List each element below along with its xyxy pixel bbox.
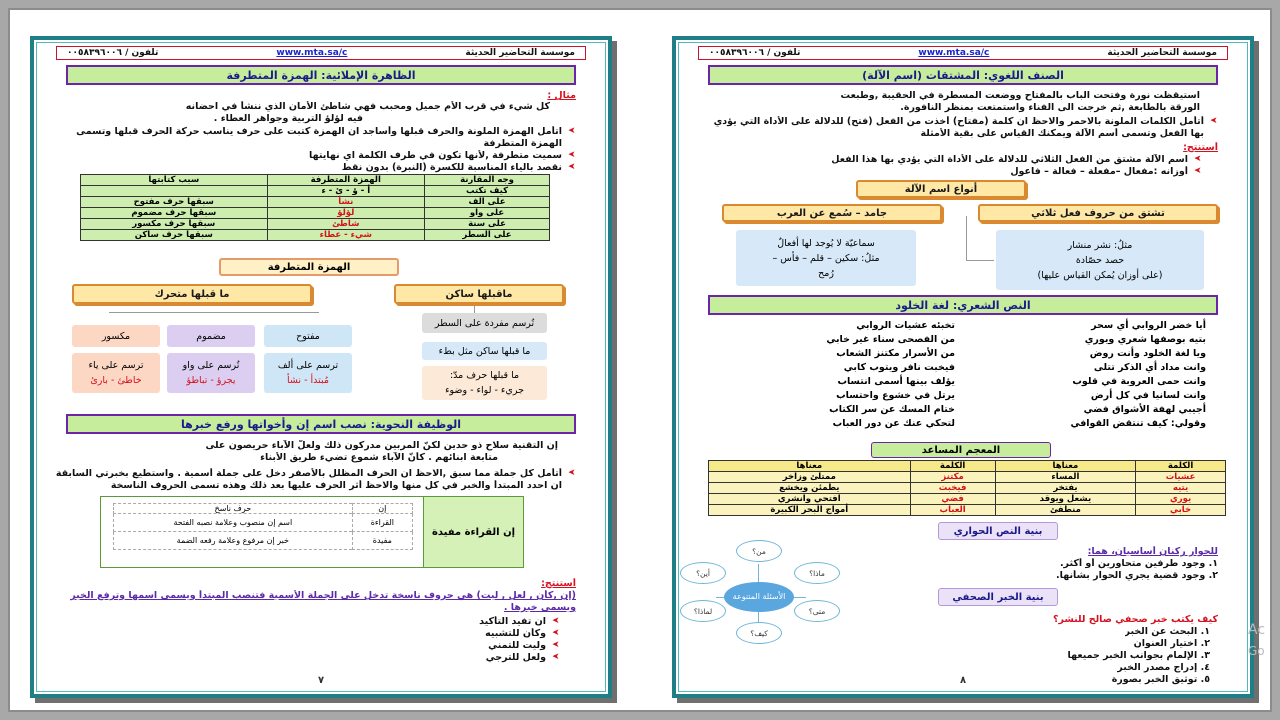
example-label: مثال : [547,90,576,101]
dictionary-table [708,460,1226,516]
section-title-hamza: الظاهرة الإملائية: الهمزة المتطرفة [66,65,576,85]
poem-verse: أجيبي لهفة الأشواق فضي ختام المسك عن سر الكتاب [829,403,1206,415]
page-7 [30,36,612,698]
news-step: ١. البحث عن الخبر [1124,626,1210,637]
site-link[interactable]: www.mta.sa/c [276,48,348,58]
poem-verse: أيا خضر الروابي أي سحر تخبئه عشيات الروابي [856,319,1206,331]
meaning-item: ➤ ان تفيد التأكيد [479,616,560,627]
poem-verse: وقولي: كيف تنتقض القوافي لتحكي عنك عن دور العباب [832,417,1206,429]
mindmap-node: من؟ [736,540,782,562]
table-header: معناها [995,461,1135,472]
news-step: ٤. إدراج مصدر الخبر [1117,662,1210,673]
conclude-line-1: (إن ,كأن , لعل , ليت) هي حروف ناسخة تدخل على الجملة الأسمية فتنصب المبتدأ ويسمى اسمها وترفع الخبر [70,590,576,601]
news-question: كيف يكتب خبر صحفي صالح للنشر؟ [1053,614,1218,625]
rule-damma: تُرسم على واو يجرؤ - تباطؤ [167,353,255,393]
section-title-inna: الوظيفة النحوية: نصب اسم إن وأخواتها ورفع خبرها [66,414,576,434]
table-header: الهمزة المتطرفة [267,175,424,186]
table-row: عشيات المساء مكتنز ممتلئ وزاخر [709,472,1226,483]
section-title-poem: النص الشعري: لغة الخلود [708,295,1218,315]
table-row: على السطر شيء - عطاء سبقها حرف ساكن [81,230,550,241]
inna-paragraph-2: متابعة ابنائهم . كأنّ الآباء شموع تضيء طريق الأبناء [260,452,498,463]
activation-watermark: Ac [1248,622,1266,638]
diagram-title: الهمزة المتطرفة [219,258,399,276]
poem-verse: وانت لسانيا في كل أرض يرتل في خشوع واحتساب [836,389,1206,401]
sub-damma: مضموم [167,325,255,347]
meaning-item: ➤ وليت للتمني [488,640,560,651]
inna-parse-table [113,503,413,550]
ala-conclusion-2: ➤ أوزانه :مفعال –مفعلة – فعالة – فاعول [1010,166,1202,177]
bullet-observe-cont: الهمزة المتطرفة [483,138,562,149]
phone-number: تلفون / ٠٠٥٨٣٩٦٠٠٦ [67,48,159,58]
intro-line-2: الورقة بالطابعة ,ثم خرجت الى الفناء واستمتعت بمنظر النافورة. [900,102,1200,113]
rule-fatha: ترسم على ألف مُبتدأ - نشأ [264,353,352,393]
page-8 [672,36,1254,698]
table-header: سبب كتابتها [81,175,268,186]
example-line-2: فيه لؤلؤ التربية وجواهر العطاء . [213,113,363,124]
table-header: الكلمة [910,461,995,472]
mindmap-node: ماذا؟ [794,562,840,584]
example-line-1: كل شيء في قرب الأم جميل ومحبب فهي شاطئ الأمان الذي ننشأ في احضانه [185,101,550,112]
table-row: إن حرف ناسخ [114,504,413,514]
derived-examples: مثلُ: نشر منشار حصد حصّادة (على أوزان يُمكن القياس عليها) [996,230,1204,290]
table-header: الكلمة [1136,461,1226,472]
poem-verse: وانت حمى العروبة في قلوب يؤلف بينها أسمى انتساب [837,375,1206,387]
conclude-line-2: ويسمى خبرها . [503,602,576,613]
poem-verse: وانت مداد أي الذكر تتلى فيخبت نافر ويتوب كابي [843,361,1206,373]
dialog-title: بنية النص الحواري [938,522,1058,540]
page-header [698,46,1228,60]
hamza-table [80,174,550,241]
ala-conclusion-1: ➤ اسم الآلة مشتق من الفعل الثلاثي للدلالة على الأداة التي يؤدي بها هذا الفعل [831,154,1202,165]
branch-mutaharrik: ما قبلها متحرك [72,284,312,304]
table-row: خابي منطفئ العباب أمواج البحر الكبيرة [709,505,1226,516]
jamid-examples: سماعيّة لا يُوجد لها أفعالٌ مثلُ: سكين – قلم – فأس – رُمح [736,230,916,286]
inna-example-box [100,496,524,568]
page-number: ٨ [960,675,967,686]
bullet-why-named: ➤ سميت متطرفة ,لأنها تكون في طرف الكلمة اي نهايتها [309,150,576,161]
conclude-label: أستنتج: [1183,142,1218,153]
phone-number: تلفون / ٠٠٥٨٣٩٦٠٠٦ [709,48,801,58]
table-row: كيف تكتب أ - ؤ - ئ - ء [81,186,550,197]
table-row: مفيدة خبر إن مرفوع وعلامة رفعه الضمة [114,532,413,550]
poem-verse: بتيه بوصفها شعري ويوري من الفصحى سناء غير خابي [826,333,1206,345]
types-title: أنواع اسم الآلة [856,180,1026,198]
table-row: يوري يشعل ويوقد فضي افتحي وانشري [709,494,1226,505]
inna-example-sentence: إن القراءة مفيدة [423,497,523,567]
mindmap-node: لماذا؟ [680,600,726,622]
mindmap-center: الأسئلة المتنوعة [724,582,794,612]
news-step: ٥. توثيق الخبر بصورة [1111,674,1210,685]
ala-bullet-cont: بها الفعل وتسمى أسم الآلة ويمكنك القياس على بقية الأمثلة [920,128,1204,139]
intro-line-1: استيقظت نورة وفتحت الباب بالمفتاح ووضعت المسطرة في الحقيبة ,وطبعت [840,90,1200,101]
conclude-label: أستنتج: [541,578,576,589]
news-step: ٢. اختيار العنوان [1133,638,1210,649]
meaning-item: ➤ ولعل للترجي [486,652,560,663]
dialog-label: للحوار ركنان أساسيان، هما: [1087,546,1218,557]
mindmap-node: أين؟ [680,562,726,584]
org-name: موسسة التحاضير الحديثة [1107,48,1217,58]
dict-title: المعجم المساعد [871,442,1051,458]
table-header: معناها [709,461,911,472]
news-title: بنية الخبر الصحفي [938,588,1058,606]
sakin-rule: تُرسم مفردة على السطر [422,313,547,333]
table-row: على الف نشأ سبقها حرف مفتوح [81,197,550,208]
dialog-item-2: ٢. وجود قضية يجري الحوار بشأنها. [1056,570,1218,581]
poem-verse: ويا لغة الخلود وأنت روض من الأسرار مكتنز الشعاب [836,347,1206,359]
table-row: على سنة شاطئ سبقها حرف مكسور [81,219,550,230]
sub-fatha: مفتوح [264,325,352,347]
inna-bullet-cont: ان احدد المبتدأ والخبر في كل منها والاحظ أثر الحرف عليها بعد ذلك وهذه تسمى الحروف الناسخة [110,480,562,491]
page-number: ٧ [318,675,325,686]
table-row: يتيه يفتخر فيخبت يطمئن ويخشع [709,483,1226,494]
mindmap-node: متى؟ [794,600,840,622]
bullet-nabra: ➤ نقصد بالياء المناسبة للكسرة (النبرة) بدون نقط [342,162,576,173]
poem-table [720,318,1210,430]
sub-kasra: مكسور [72,325,160,347]
site-link[interactable]: www.mta.sa/c [918,48,990,58]
branch-sakin: ماقبلها ساكن [394,284,564,304]
mindmap-node: كيف؟ [736,622,782,644]
table-row: القراءة اسم إن منصوب وعلامة نصبه الفتحة [114,514,413,532]
table-header: وجه المقارنة [425,175,550,186]
page-header [56,46,586,60]
type-derived: تشتق من حروف فعل ثلاثي [978,204,1218,222]
dialog-item-1: ١. وجود طرفين متحاورين أو أكثر. [1059,558,1218,569]
ala-bullet: ➤ أتأمل الكلمات الملونة بالاحمر والاحظ ان كلمة (مفتاح) أخذت من الفعل (فتح) للدلالة على الأداة التي يؤدي [698,116,1218,127]
sakin-example-1: ما قبلها ساكن مثل بطء [422,342,547,360]
org-name: موسسة التحاضير الحديثة [465,48,575,58]
sakin-example-2: ما قبلها حرف مدّ: جريء - لواء - وضوء [422,366,547,400]
inna-paragraph-1: إن التقنية سلاح ذو حدين لكنّ المربين مدركون ذلك ولعلّ الآباء حريصون على [205,440,558,451]
table-row: على واو لؤلؤ سبقها حرف مضموم [81,208,550,219]
slide-frame [8,8,1272,712]
section-title-ala: الصنف اللغوي: المشتقات (اسم الآلة) [708,65,1218,85]
bullet-observe: ➤ اتأمل الهمزة الملونة والحرف قبلها وأساجد ان الهمزة كتبت على حرف يناسب حركة الحرف قبلها وتسمى [56,126,576,137]
rule-kasra: ترسم على ياء خاطئ - بارئ [72,353,160,393]
type-jamid: جامد – سُمع عن العرب [722,204,942,222]
meaning-item: ➤ وكأن للتشبيه [485,628,560,639]
news-step: ٣. الإلمام بجوانب الخبر جميعها [1067,650,1210,661]
activation-watermark: Go [1248,644,1265,658]
inna-bullet: ➤ أتأمل كل جملة مما سبق ,الاحظ ان الحرف المظلل بالأصفر دخل على جملة أسمية . واستطيع بخبرتي السابقة [56,468,576,479]
